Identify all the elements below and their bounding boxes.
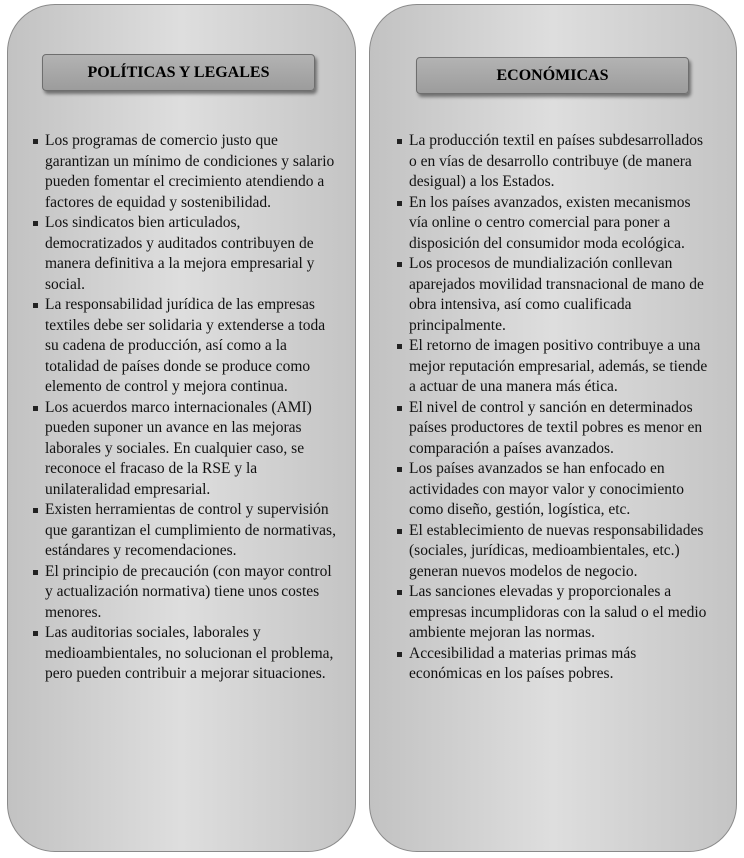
bullet-icon xyxy=(33,139,38,144)
list-item: Accesibilidad a materias primas más económicas en los países pobres. xyxy=(409,644,709,685)
list-item: Los procesos de mundialización conllevan aparejados movilidad transnacional de mano de obra intensiva, así como cualificada principalmente. xyxy=(409,254,709,336)
panel-politicas-legales xyxy=(7,4,356,852)
list-item: Existen herramientas de control y supervisión que garantizan el cumplimiento de normativas, estándares y recomendaciones. xyxy=(45,500,341,562)
bullet-icon xyxy=(397,139,402,144)
bullet-icon xyxy=(33,406,38,411)
bullet-icon xyxy=(33,303,38,308)
bullet-icon xyxy=(397,406,402,411)
bullet-icon xyxy=(397,467,402,472)
panel-economicas xyxy=(369,4,737,852)
list-item: Los sindicatos bien articulados, democratizados y auditados contribuyen de manera definitiva a la mejora empresarial y social. xyxy=(45,213,341,295)
list-item: En los países avanzados, existen mecanismos vía online o centro comercial para poner a disposición del consumidor moda ecológica. xyxy=(409,193,709,255)
item-list xyxy=(409,131,709,685)
list-item: Los países avanzados se han enfocado en actividades con mayor valor y conocimiento como diseño, gestión, logística, etc. xyxy=(409,459,709,521)
bullet-icon xyxy=(397,344,402,349)
bullet-icon xyxy=(397,262,402,267)
list-item: La producción textil en países subdesarrollados o en vías de desarrollo contribuye (de manera desigual) a los Estados. xyxy=(409,131,709,193)
bullet-icon xyxy=(397,201,402,206)
list-item: El nivel de control y sanción en determinados países productores de textil pobres es menor en comparación a países avanzados. xyxy=(409,398,709,460)
list-item: Los programas de comercio justo que garantizan un mínimo de condiciones y salario pueden fomentar el crecimiento atendiendo a factores de equidad y sostenibilidad. xyxy=(45,131,341,213)
bullet-icon xyxy=(33,570,38,575)
bullet-icon xyxy=(397,652,402,657)
bullet-icon xyxy=(33,508,38,513)
list-item: Los acuerdos marco internacionales (AMI) pueden suponer un avance en las mejoras laborales y sociales. En cualquier caso, se reconoce el fracaso de la RSE y la unilateralidad empresarial. xyxy=(45,398,341,501)
list-item: La responsabilidad jurídica de las empresas textiles debe ser solidaria y extenderse a toda su cadena de producción, así como a la totalidad de países donde se produce como elemento de control y mejora continua. xyxy=(45,295,341,398)
bullet-icon xyxy=(33,221,38,226)
list-item: Las auditorias sociales, laborales y medioambientales, no solucionan el problema, pero pueden contribuir a mejorar situaciones. xyxy=(45,623,341,685)
bullet-icon xyxy=(397,529,402,534)
bullet-icon xyxy=(397,590,402,595)
list-item: El principio de precaución (con mayor control y actualización normativa) tiene unos costes menores. xyxy=(45,562,341,624)
list-item: El establecimiento de nuevas responsabilidades (sociales, jurídicas, medioambientales, etc.) generan nuevos modelos de negocio. xyxy=(409,521,709,583)
item-list xyxy=(45,131,341,685)
panel-title: ECONÓMICAS xyxy=(416,57,689,94)
list-item: Las sanciones elevadas y proporcionales a empresas incumplidoras con la salud o el medio ambiente mejoran las normas. xyxy=(409,582,709,644)
list-item: El retorno de imagen positivo contribuye a una mejor reputación empresarial, además, se tiende a actuar de una manera más ética. xyxy=(409,336,709,398)
bullet-icon xyxy=(33,631,38,636)
panel-title: POLÍTICAS Y LEGALES xyxy=(42,54,315,91)
